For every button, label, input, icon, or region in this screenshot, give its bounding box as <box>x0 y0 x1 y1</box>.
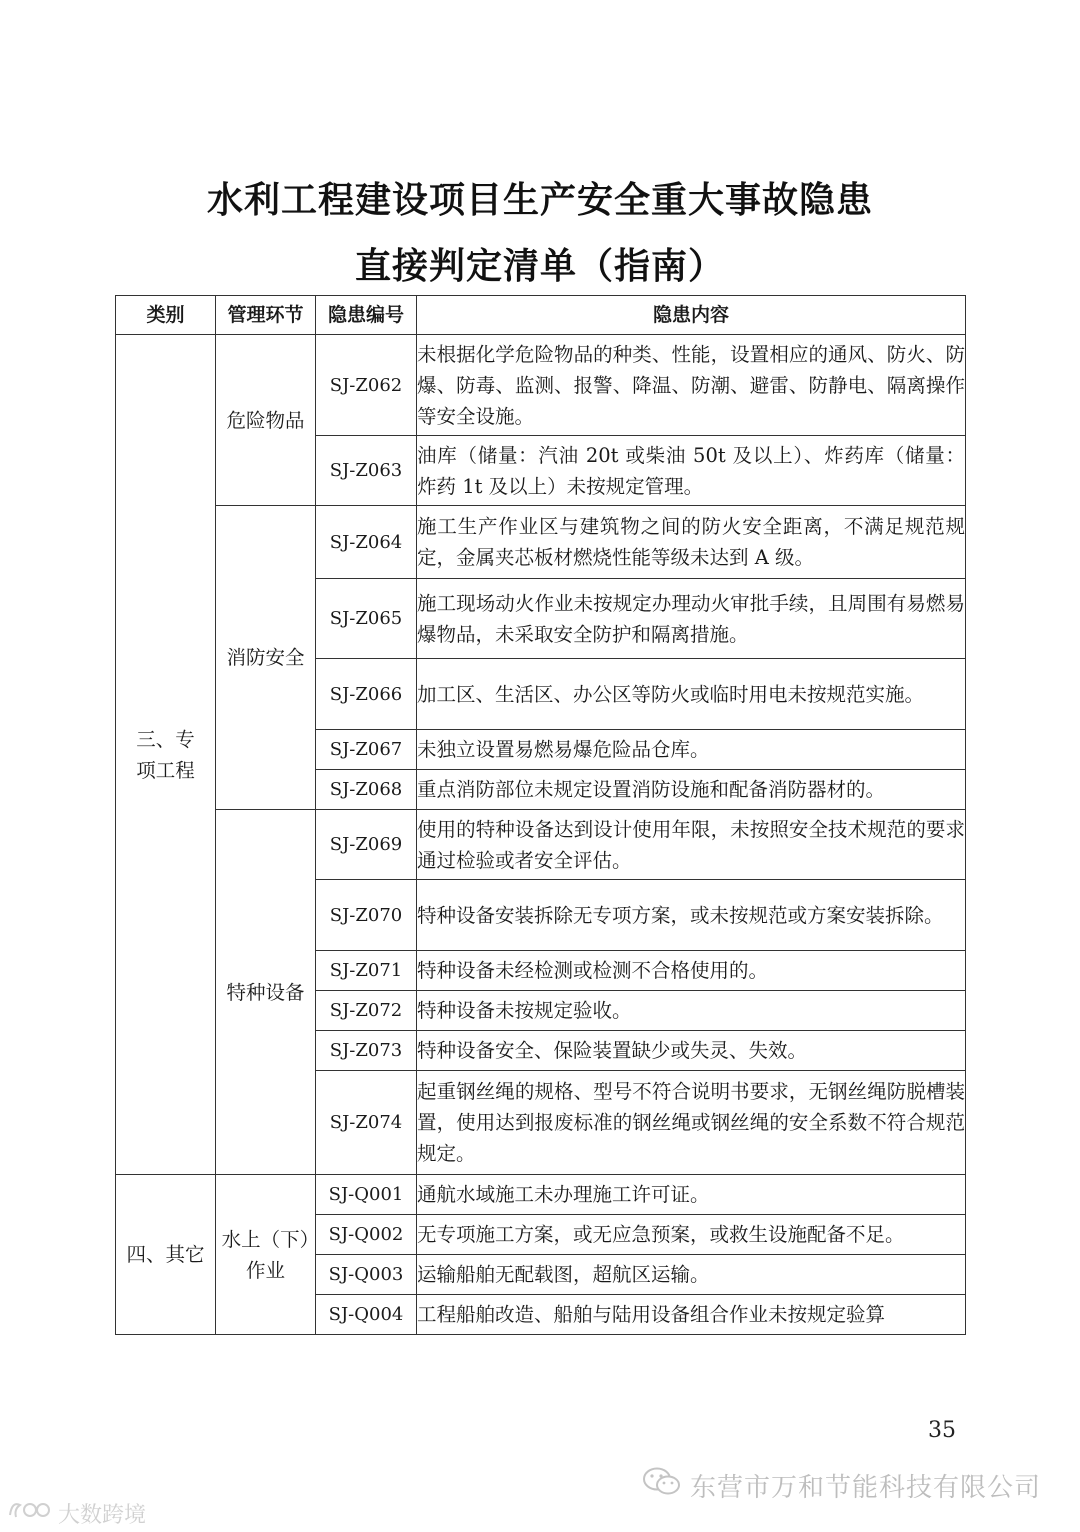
hazard-code: SJ-Z063 <box>316 436 417 506</box>
hazard-code: SJ-Z071 <box>316 951 417 991</box>
hazard-code: SJ-Z064 <box>316 506 417 579</box>
hazard-content: 工程船舶改造、船舶与陆用设备组合作业未按规定验算 <box>417 1295 966 1335</box>
watermark-brand <box>6 1497 146 1529</box>
hazard-code: SJ-Q002 <box>316 1215 417 1255</box>
header-category: 类别 <box>116 296 216 335</box>
hazard-code: SJ-Z067 <box>316 730 417 770</box>
hazard-content: 特种设备安装拆除无专项方案，或未按规范或方案安装拆除。 <box>417 880 966 951</box>
hazard-table <box>115 295 966 1335</box>
category-label: 三、专项工程 <box>136 727 195 782</box>
wechat-icon <box>642 1466 682 1505</box>
hazard-content: 无专项施工方案，或无应急预案，或救生设施配备不足。 <box>417 1215 966 1255</box>
header-management: 管理环节 <box>216 296 316 335</box>
management-cell: 危险物品 <box>216 335 316 506</box>
category-cell <box>116 335 216 1175</box>
hazard-content: 加工区、生活区、办公区等防火或临时用电未按规范实施。 <box>417 659 966 730</box>
table-row <box>116 506 966 579</box>
watermark-brand-text: 大数跨境 <box>58 1502 147 1528</box>
header-code: 隐患编号 <box>316 296 417 335</box>
hazard-code: SJ-Z072 <box>316 991 417 1031</box>
watermark-company-text: 东营市万和节能科技有限公司 <box>690 1473 1042 1503</box>
hazard-content: 特种设备未按规定验收。 <box>417 991 966 1031</box>
table-row <box>116 810 966 880</box>
watermark-company <box>642 1466 1041 1505</box>
table-row <box>116 1175 966 1215</box>
category-cell <box>116 1175 216 1335</box>
hazard-code: SJ-Z070 <box>316 880 417 951</box>
hazard-content: 施工生产作业区与建筑物之间的防火安全距离，不满足规范规定，金属夹芯板材燃烧性能等级未达到 A 级。 <box>417 506 966 579</box>
hazard-content: 油库（储量：汽油 20t 或柴油 50t 及以上）、炸药库（储量：炸药 1t 及以上）未按规定管理。 <box>417 436 966 506</box>
hazard-content: 使用的特种设备达到设计使用年限，未按照安全技术规范的要求通过检验或者安全评估。 <box>417 810 966 880</box>
hazard-content: 未根据化学危险物品的种类、性能，设置相应的通风、防火、防爆、防毒、监测、报警、降温、防潮、避雷、防静电、隔离操作等安全设施。 <box>417 335 966 436</box>
management-cell <box>216 1175 316 1335</box>
hazard-code: SJ-Q004 <box>316 1295 417 1335</box>
hazard-code: SJ-Z073 <box>316 1031 417 1071</box>
header-content: 隐患内容 <box>417 296 966 335</box>
hazard-code: SJ-Z065 <box>316 579 417 659</box>
table-header-row <box>116 296 966 335</box>
hazard-content: 特种设备未经检测或检测不合格使用的。 <box>417 951 966 991</box>
hazard-content: 起重钢丝绳的规格、型号不符合说明书要求，无钢丝绳防脱槽装置，使用达到报废标准的钢丝绳或钢丝绳的安全系数不符合规范规定。 <box>417 1071 966 1175</box>
management-cell: 消防安全 <box>216 506 316 810</box>
hazard-content: 施工现场动火作业未按规定办理动火审批手续，且周围有易燃易爆物品，未采取安全防护和隔离措施。 <box>417 579 966 659</box>
hazard-code: SJ-Q001 <box>316 1175 417 1215</box>
hazard-code: SJ-Z074 <box>316 1071 417 1175</box>
hazard-code: SJ-Z066 <box>316 659 417 730</box>
hazard-content: 运输船舶无配载图，超航区运输。 <box>417 1255 966 1295</box>
table-row <box>116 335 966 436</box>
hazard-content: 未独立设置易燃易爆危险品仓库。 <box>417 730 966 770</box>
hazard-code: SJ-Q003 <box>316 1255 417 1295</box>
hazard-code: SJ-Z068 <box>316 770 417 810</box>
hazard-content: 通航水域施工未办理施工许可证。 <box>417 1175 966 1215</box>
document-title-line1: 水利工程建设项目生产安全重大事故隐患 <box>206 180 873 221</box>
management-label: 水上（下）作业 <box>221 1227 310 1282</box>
management-cell: 特种设备 <box>216 810 316 1175</box>
brand-logo-icon <box>6 1497 52 1529</box>
category-label: 四、其它 <box>126 1243 205 1266</box>
document-title-line2: 直接判定清单（指南） <box>354 246 725 287</box>
page-number: 35 <box>928 1418 956 1443</box>
hazard-code: SJ-Z062 <box>316 335 417 436</box>
hazard-content: 特种设备安全、保险装置缺少或失灵、失效。 <box>417 1031 966 1071</box>
hazard-content: 重点消防部位未规定设置消防设施和配备消防器材的。 <box>417 770 966 810</box>
hazard-code: SJ-Z069 <box>316 810 417 880</box>
